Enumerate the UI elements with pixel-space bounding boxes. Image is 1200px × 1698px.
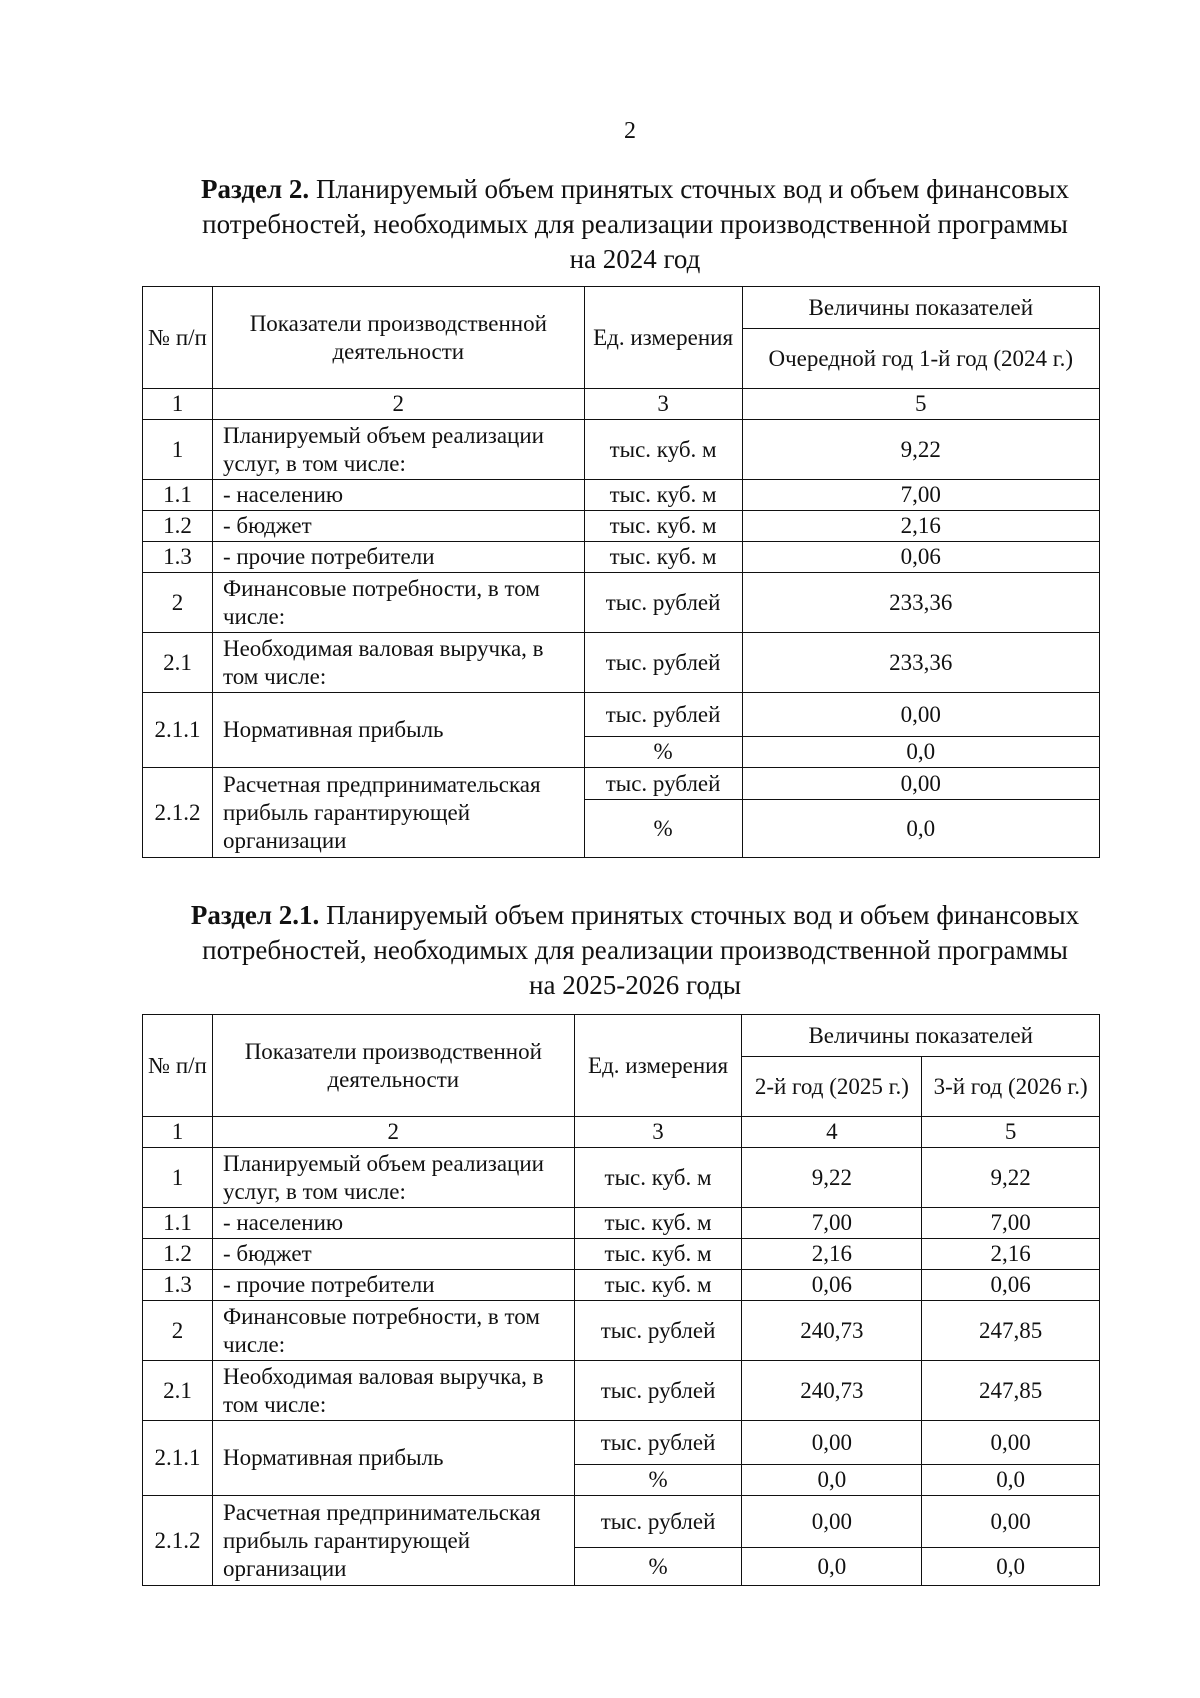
row-value-2026: 0,0	[922, 1465, 1100, 1496]
table-row	[143, 1361, 1100, 1421]
table-row	[143, 693, 1100, 737]
row-value-2025: 240,73	[742, 1301, 922, 1361]
row-value-2025: 240,73	[742, 1361, 922, 1421]
header-year-2026: 3-й год (2026 г.)	[922, 1057, 1100, 1117]
row-value-2025: 0,0	[742, 1548, 922, 1586]
row-num: 1.1	[143, 480, 213, 511]
section-2-1-title-bold: Раздел 2.1.	[190, 900, 320, 930]
row-value-2026: 0,0	[922, 1548, 1100, 1586]
row-indicator: Нормативная прибыль	[212, 1421, 574, 1496]
page-number: 2	[624, 118, 636, 144]
row-indicator: Финансовые потребности, в том числе:	[212, 573, 584, 633]
column-number: 5	[742, 389, 1099, 420]
row-num: 2.1.1	[143, 693, 213, 768]
row-unit: тыс. куб. м	[574, 1148, 742, 1208]
row-unit: тыс. рублей	[574, 1301, 742, 1361]
table-row	[143, 768, 1100, 800]
table-row	[143, 511, 1100, 542]
row-indicator: - населению	[212, 480, 584, 511]
section-2-title-line2: потребностей, необходимых для реализации производственной программы	[202, 209, 1068, 239]
section-2-title-line3: на 2024 год	[569, 244, 701, 274]
row-num: 1	[143, 420, 213, 480]
row-value-2025: 0,06	[742, 1270, 922, 1301]
row-value-2024: 0,00	[742, 693, 1099, 737]
row-value-2025: 9,22	[742, 1148, 922, 1208]
row-unit: тыс. рублей	[574, 1421, 742, 1465]
row-num: 2.1.2	[143, 768, 213, 858]
table-row	[143, 1496, 1100, 1548]
row-indicator: Расчетная предпринимательская прибыль гарантирующей организации	[212, 768, 584, 858]
row-unit: тыс. куб. м	[584, 542, 742, 573]
row-num: 2	[143, 573, 213, 633]
row-indicator: - прочие потребители	[212, 1270, 574, 1301]
row-value-2024: 0,00	[742, 768, 1099, 800]
row-unit: тыс. рублей	[584, 573, 742, 633]
row-value-2026: 0,06	[922, 1270, 1100, 1301]
row-value-2025: 2,16	[742, 1239, 922, 1270]
row-value-2025: 7,00	[742, 1208, 922, 1239]
section-2-1-heading	[160, 898, 1110, 1003]
row-unit: тыс. рублей	[584, 633, 742, 693]
column-number: 3	[574, 1117, 742, 1148]
row-indicator: Планируемый объем реализации услуг, в том числе:	[212, 420, 584, 480]
row-value-2026: 2,16	[922, 1239, 1100, 1270]
header-unit: Ед. измерения	[574, 1015, 742, 1117]
row-value-2024: 0,06	[742, 542, 1099, 573]
header-num: № п/п	[143, 1015, 213, 1117]
row-unit: тыс. куб. м	[584, 480, 742, 511]
column-number: 1	[143, 389, 213, 420]
row-value-2024: 9,22	[742, 420, 1099, 480]
row-unit: %	[584, 737, 742, 768]
row-value-2024: 7,00	[742, 480, 1099, 511]
row-num: 1.2	[143, 1239, 213, 1270]
header-num: № п/п	[143, 287, 213, 389]
row-unit: тыс. куб. м	[584, 420, 742, 480]
row-unit: %	[574, 1465, 742, 1496]
column-number: 2	[212, 389, 584, 420]
table-row	[143, 1301, 1100, 1361]
row-indicator: Необходимая валовая выручка, в том числе:	[212, 1361, 574, 1421]
row-unit: тыс. куб. м	[574, 1208, 742, 1239]
row-value-2026: 247,85	[922, 1301, 1100, 1361]
section-2-heading	[160, 172, 1110, 277]
row-unit: тыс. куб. м	[584, 511, 742, 542]
row-indicator: - бюджет	[212, 511, 584, 542]
table-row	[143, 420, 1100, 480]
row-unit: тыс. рублей	[574, 1361, 742, 1421]
header-values: Величины показателей	[742, 287, 1099, 329]
column-number: 1	[143, 1117, 213, 1148]
table-row	[143, 633, 1100, 693]
row-num: 1.3	[143, 542, 213, 573]
column-number: 4	[742, 1117, 922, 1148]
header-indicator: Показатели производственной деятельности	[212, 1015, 574, 1117]
table-row	[143, 1421, 1100, 1465]
section-2-1-table	[142, 1014, 1100, 1586]
row-num: 2.1	[143, 1361, 213, 1421]
table-row	[143, 1148, 1100, 1208]
row-unit: тыс. куб. м	[574, 1270, 742, 1301]
row-indicator: Нормативная прибыль	[212, 693, 584, 768]
row-value-2025: 0,0	[742, 1465, 922, 1496]
column-number: 3	[584, 389, 742, 420]
column-number: 5	[922, 1117, 1100, 1148]
row-num: 1.2	[143, 511, 213, 542]
table-row	[143, 1208, 1100, 1239]
row-value-2026: 7,00	[922, 1208, 1100, 1239]
header-unit: Ед. измерения	[584, 287, 742, 389]
section-2-1-title-line3: на 2025-2026 годы	[529, 970, 741, 1000]
section-2-1-title-line1: Планируемый объем принятых сточных вод и объем финансовых	[319, 900, 1080, 930]
section-2-table	[142, 286, 1100, 858]
row-num: 2	[143, 1301, 213, 1361]
row-num: 1	[143, 1148, 213, 1208]
table-row	[143, 542, 1100, 573]
row-indicator: Расчетная предпринимательская прибыль гарантирующей организации	[212, 1496, 574, 1586]
row-unit: тыс. рублей	[584, 693, 742, 737]
table-row	[143, 480, 1100, 511]
row-indicator: Финансовые потребности, в том числе:	[212, 1301, 574, 1361]
header-indicator: Показатели производственной деятельности	[212, 287, 584, 389]
row-value-2026: 9,22	[922, 1148, 1100, 1208]
row-unit: тыс. рублей	[584, 768, 742, 800]
row-indicator: - бюджет	[212, 1239, 574, 1270]
section-2-title-line1: Планируемый объем принятых сточных вод и объем финансовых	[309, 174, 1069, 204]
row-unit: %	[584, 800, 742, 858]
row-num: 2.1.2	[143, 1496, 213, 1586]
header-year-2024: Очередной год 1-й год (2024 г.)	[742, 329, 1099, 389]
row-value-2024: 0,0	[742, 737, 1099, 768]
row-indicator: - населению	[212, 1208, 574, 1239]
row-value-2024: 233,36	[742, 573, 1099, 633]
row-value-2026: 247,85	[922, 1361, 1100, 1421]
row-value-2025: 0,00	[742, 1496, 922, 1548]
header-year-2025: 2-й год (2025 г.)	[742, 1057, 922, 1117]
row-num: 2.1.1	[143, 1421, 213, 1496]
section-2-title-bold: Раздел 2.	[201, 174, 310, 204]
row-indicator: - прочие потребители	[212, 542, 584, 573]
row-unit: тыс. рублей	[574, 1496, 742, 1548]
table-row	[143, 1270, 1100, 1301]
row-num: 2.1	[143, 633, 213, 693]
row-value-2025: 0,00	[742, 1421, 922, 1465]
column-number: 2	[212, 1117, 574, 1148]
row-value-2024: 233,36	[742, 633, 1099, 693]
row-value-2026: 0,00	[922, 1421, 1100, 1465]
row-value-2024: 2,16	[742, 511, 1099, 542]
row-unit: %	[574, 1548, 742, 1586]
row-num: 1.3	[143, 1270, 213, 1301]
table-row	[143, 1239, 1100, 1270]
section-2-1-title-line2: потребностей, необходимых для реализации производственной программы	[202, 935, 1068, 965]
row-value-2026: 0,00	[922, 1496, 1100, 1548]
row-num: 1.1	[143, 1208, 213, 1239]
row-indicator: Планируемый объем реализации услуг, в том числе:	[212, 1148, 574, 1208]
row-indicator: Необходимая валовая выручка, в том числе:	[212, 633, 584, 693]
row-unit: тыс. куб. м	[574, 1239, 742, 1270]
header-values: Величины показателей	[742, 1015, 1100, 1057]
table-row	[143, 573, 1100, 633]
row-value-2024: 0,0	[742, 800, 1099, 858]
